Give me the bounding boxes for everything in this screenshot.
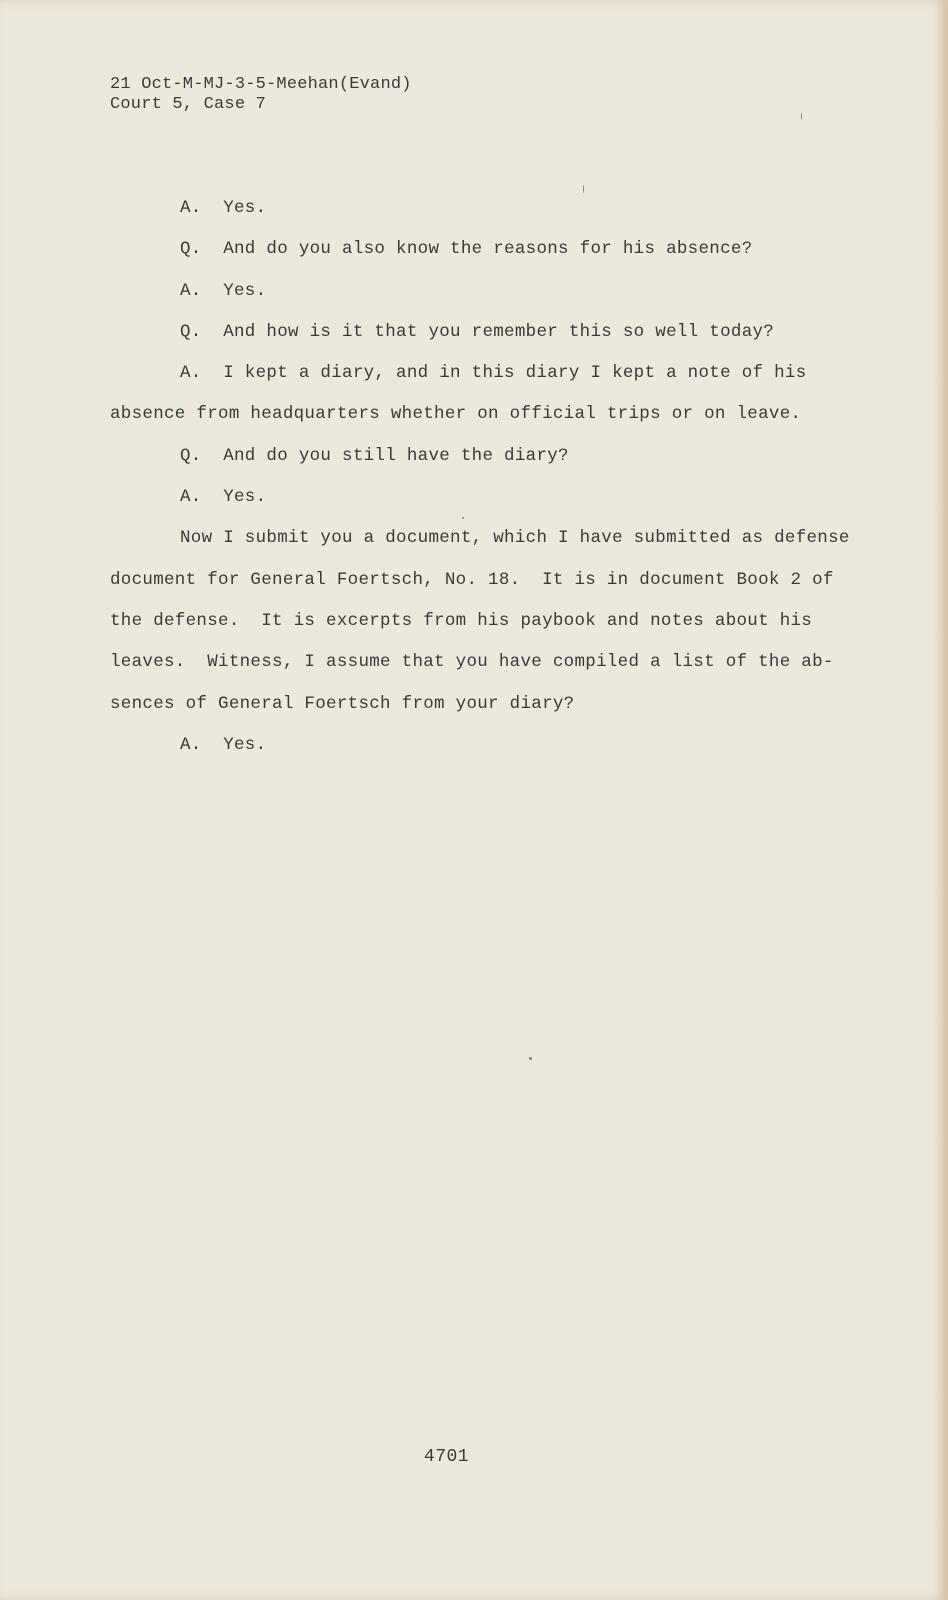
transcript-line: sences of General Foertsch from your diary? (110, 693, 575, 714)
transcript-line: Q. And do you also know the reasons for his absence? (180, 239, 753, 260)
transcript-line: A. Yes. (180, 487, 267, 508)
header-line-2: Court 5, Case 7 (110, 95, 267, 114)
paper-speck (583, 185, 584, 193)
transcript-line: Q. And do you still have the diary? (180, 445, 569, 466)
page-number: 4701 (423, 1447, 470, 1467)
transcript-line: absence from headquarters whether on official trips or on leave. (110, 404, 802, 425)
transcript-line: A. Yes. (180, 198, 267, 218)
document-header (110, 75, 412, 115)
transcript-line: A. Yes. (180, 734, 267, 755)
paper-speck (529, 1057, 532, 1060)
transcript-line: document for General Foertsch, No. 18. It is in document Book 2 of (110, 569, 834, 590)
transcript-line: leaves. Witness, I assume that you have compiled a list of the ab- (110, 652, 834, 673)
transcript-line: A. Yes. (180, 280, 267, 301)
paper-speck (801, 113, 802, 120)
transcript-line: Now I submit you a document, which I have submitted as defense (180, 528, 850, 549)
header-line-1: 21 Oct-M-MJ-3-5-Meehan(Evand) (110, 75, 412, 94)
transcript-line: A. I kept a diary, and in this diary I kept a note of his (180, 363, 807, 384)
transcript-line: the defense. It is excerpts from his paybook and notes about his (110, 610, 813, 631)
transcript-body (110, 196, 850, 774)
transcript-line: Q. And how is it that you remember this so well today? (180, 321, 775, 342)
paper-speck (462, 517, 464, 519)
